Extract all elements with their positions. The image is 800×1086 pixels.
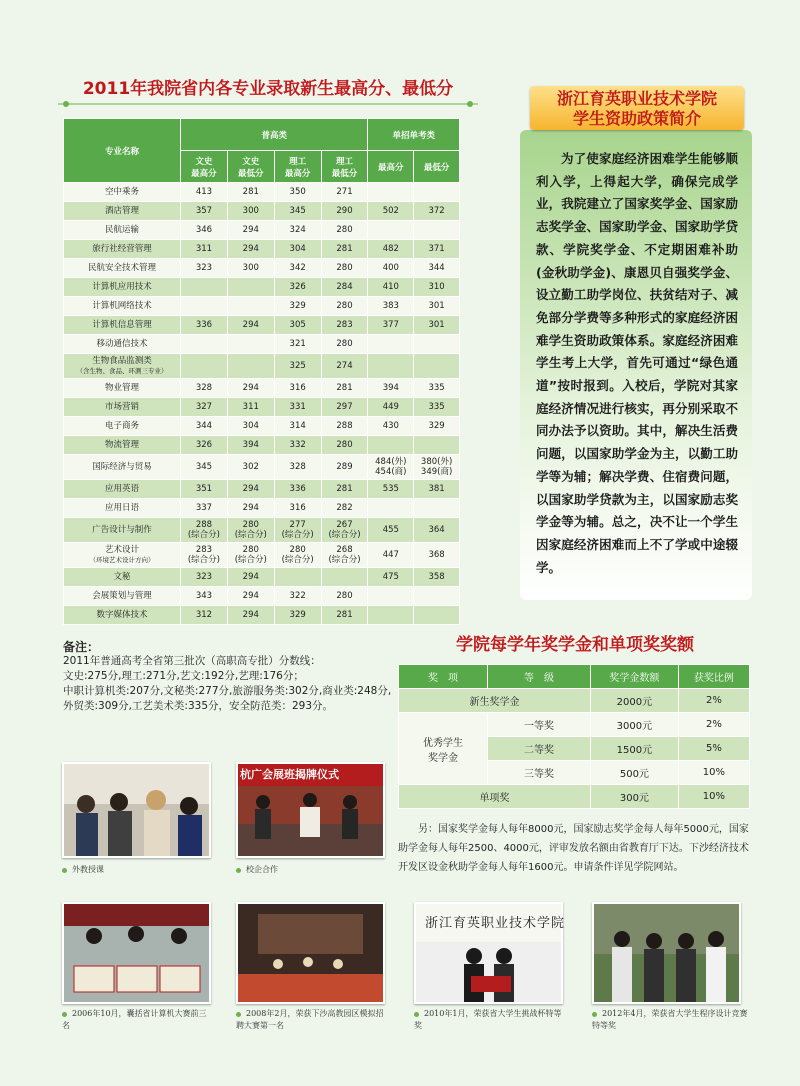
score-cell	[414, 499, 460, 518]
table-row	[64, 436, 460, 455]
major-name: 移动通信技术	[64, 335, 181, 354]
header-general: 普高类	[181, 119, 368, 151]
bullet-icon	[236, 1012, 241, 1017]
score-cell: 281	[321, 480, 368, 499]
score-cell: 325	[274, 354, 321, 379]
photo-caption: 2012年4月，荣获省大学生程序设计竞赛特等奖	[592, 1009, 748, 1030]
table-row	[64, 606, 460, 625]
sch-amount: 500元	[591, 761, 679, 785]
table-row	[64, 417, 460, 436]
score-cell: 430	[368, 417, 414, 436]
score-cell: 280 (综合分)	[227, 518, 274, 543]
photo-caption: 2008年2月，荣获下沙高教园区模拟招聘大赛第一名	[236, 1009, 384, 1030]
score-cell: 300	[227, 202, 274, 221]
score-cell	[181, 278, 228, 297]
score-cell: 482	[368, 240, 414, 259]
major-name: 计算机网络技术	[64, 297, 181, 316]
score-cell: 357	[181, 202, 228, 221]
policy-title-line2: 学生资助政策简介	[572, 109, 701, 128]
score-cell: 502	[368, 202, 414, 221]
score-cell: 281	[321, 379, 368, 398]
score-cell: 346	[181, 221, 228, 240]
score-cell: 336	[274, 480, 321, 499]
photo-banner-text: 杭广会展班揭牌仪式	[240, 768, 339, 781]
score-cell	[181, 297, 228, 316]
score-cell: 345	[274, 202, 321, 221]
score-cell: 301	[414, 297, 460, 316]
score-cell	[414, 183, 460, 202]
table-row	[64, 202, 460, 221]
score-cell: 329	[274, 297, 321, 316]
score-cell: 314	[274, 417, 321, 436]
major-name: 市场营销	[64, 398, 181, 417]
score-cell: 281	[321, 240, 368, 259]
table-row	[64, 480, 460, 499]
note-line: 中职计算机类:207分,文秘类:277分,旅游服务类:302分,商业类:248分,	[63, 685, 392, 697]
table-row	[64, 379, 460, 398]
score-cell: 335	[414, 379, 460, 398]
score-cell: 328	[181, 379, 228, 398]
score-cell: 294	[227, 240, 274, 259]
score-cell: 294	[227, 606, 274, 625]
score-cell: 455	[368, 518, 414, 543]
major-name: 民航运输	[64, 221, 181, 240]
score-cell: 311	[181, 240, 228, 259]
header-single: 单招单考类	[368, 119, 460, 151]
score-cell	[181, 335, 228, 354]
photo-banner-text: 浙江育英职业技术学院	[425, 916, 566, 931]
note-label: 备注：	[63, 640, 100, 654]
score-cell	[227, 335, 274, 354]
score-cell: 331	[274, 398, 321, 417]
header-arts-min: 文史 最低分	[227, 151, 274, 183]
table-row	[64, 240, 460, 259]
note-line: 2011年普通高考全省第三批次（高职高专批）分数线：	[63, 655, 321, 667]
sch-head-item: 奖 项	[399, 665, 488, 689]
score-cell: 350	[274, 183, 321, 202]
score-cell: 358	[414, 568, 460, 587]
score-cell: 290	[321, 202, 368, 221]
score-cell: 280	[321, 259, 368, 278]
photo-recruit-contest	[236, 902, 385, 1004]
note-line: 文史:275分,理工:271分,艺文:192分,艺理:176分；	[63, 670, 304, 682]
score-cell: 288	[321, 417, 368, 436]
score-cell: 294	[227, 379, 274, 398]
major-name: 应用日语	[64, 499, 181, 518]
score-cell: 329	[274, 606, 321, 625]
score-cell: 328	[274, 455, 321, 480]
score-cell: 289	[321, 455, 368, 480]
score-cell: 383	[368, 297, 414, 316]
sch-level: 一等奖	[488, 713, 591, 737]
score-cell: 305	[274, 316, 321, 335]
score-cell: 321	[274, 335, 321, 354]
table-row	[64, 316, 460, 335]
score-cell: 377	[368, 316, 414, 335]
major-name: 数字媒体技术	[64, 606, 181, 625]
score-cell	[368, 335, 414, 354]
major-name: 旅行社经营管理	[64, 240, 181, 259]
major-name: 物业管理	[64, 379, 181, 398]
leaf-divider	[58, 100, 478, 108]
score-cell: 344	[181, 417, 228, 436]
score-cell: 302	[227, 455, 274, 480]
sch-single-label: 单项奖	[399, 785, 591, 809]
header-sci-max: 理工 最高分	[274, 151, 321, 183]
photo-foreign-teacher	[62, 762, 211, 858]
sch-new-label: 新生奖学金	[399, 689, 591, 713]
major-name: 文秘	[64, 568, 181, 587]
score-cell: 449	[368, 398, 414, 417]
bullet-icon	[62, 1012, 67, 1017]
score-cell: 371	[414, 240, 460, 259]
score-cell: 322	[274, 587, 321, 606]
score-cell	[414, 354, 460, 379]
table-row	[64, 518, 460, 543]
score-cell	[321, 568, 368, 587]
major-name: 计算机信息管理	[64, 316, 181, 335]
score-cell: 380(外) 349(商)	[414, 455, 460, 480]
score-cell: 304	[227, 417, 274, 436]
score-cell: 336	[181, 316, 228, 335]
table-row	[64, 278, 460, 297]
major-name: 应用英语	[64, 480, 181, 499]
score-cell: 475	[368, 568, 414, 587]
table-row	[64, 335, 460, 354]
score-cell: 394	[227, 436, 274, 455]
score-cell: 345	[181, 455, 228, 480]
score-cell: 280	[321, 587, 368, 606]
score-cell: 294	[227, 499, 274, 518]
bullet-icon	[62, 868, 67, 873]
score-cell: 280	[321, 297, 368, 316]
major-name: 物流管理	[64, 436, 181, 455]
score-cell: 335	[414, 398, 460, 417]
header-single-min: 最低分	[414, 151, 460, 183]
table-row	[64, 259, 460, 278]
score-cell	[368, 436, 414, 455]
bullet-icon	[592, 1012, 597, 1017]
sch-excellent-label: 优秀学生 奖学金	[399, 713, 488, 785]
major-name: 会展策划与管理	[64, 587, 181, 606]
score-cell	[414, 587, 460, 606]
score-cell: 288 (综合分)	[181, 518, 228, 543]
score-cell: 381	[414, 480, 460, 499]
score-cell: 329	[414, 417, 460, 436]
score-cell: 282	[321, 499, 368, 518]
sch-single-ratio: 10%	[678, 785, 749, 809]
table-row	[64, 221, 460, 240]
score-cell	[368, 499, 414, 518]
score-cell: 271	[321, 183, 368, 202]
table-row	[64, 568, 460, 587]
table-row	[64, 398, 460, 417]
score-cell: 274	[321, 354, 368, 379]
major-name: 酒店管理	[64, 202, 181, 221]
table-row	[64, 183, 460, 202]
score-cell: 327	[181, 398, 228, 417]
score-cell: 343	[181, 587, 228, 606]
major-name: 民航安全技术管理	[64, 259, 181, 278]
sch-level: 三等奖	[488, 761, 591, 785]
score-cell: 311	[227, 398, 274, 417]
policy-body: 为了使家庭经济困难学生能够顺利入学，上得起大学，确保完成学业，我院建立了国家奖学金、国家励志奖学金、国家助学金、国家助学贷款、学院奖学金、不定期困难补助(金秋助学金)、康恩贝自强奖学金、设立勤工助学岗位、扶贫结对子、减免部分学费等多种形式的家庭经济困难学生资助政策体系。家庭经济困难学生考上大学，首先可通过“绿色通道”按时报到。入校后，学院对其家庭经济情况进行核实，再分别采取不同办法予以资助。其中，解决生活费问题，以国家助学金为主，以勤工助学等为辅；解决学费、住宿费问题，以国家助学贷款为主，以国家励志奖学金等为辅。总之，决不让一个学生因家庭经济困难而上不了学或中途辍学。	[536, 151, 738, 575]
score-cell	[227, 278, 274, 297]
policy-title-line1: 浙江育英职业技术学院	[556, 89, 717, 108]
score-cell: 294	[227, 480, 274, 499]
score-cell: 342	[274, 259, 321, 278]
score-cell	[368, 606, 414, 625]
sch-head-amount: 奖学金数额	[591, 665, 679, 689]
scholarship-title: 学院每学年奖学金和单项奖奖额	[456, 635, 694, 655]
table-row	[64, 354, 460, 379]
header-arts-max: 文史 最高分	[181, 151, 228, 183]
photo-computer-contest	[62, 902, 211, 1004]
header-sci-min: 理工 最低分	[321, 151, 368, 183]
score-cell: 351	[181, 480, 228, 499]
score-cell: 337	[181, 499, 228, 518]
major-name: 电子商务	[64, 417, 181, 436]
score-cell: 332	[274, 436, 321, 455]
score-cell: 268 (综合分)	[321, 543, 368, 568]
score-cell: 447	[368, 543, 414, 568]
score-cell: 326	[274, 278, 321, 297]
major-name: 计算机应用技术	[64, 278, 181, 297]
sch-ratio: 10%	[678, 761, 749, 785]
sch-new-ratio: 2%	[678, 689, 749, 713]
score-cell: 280 (综合分)	[274, 543, 321, 568]
sch-amount: 3000元	[591, 713, 679, 737]
score-cell: 316	[274, 499, 321, 518]
score-cell: 294	[227, 316, 274, 335]
major-name: 生物食品监测类 （含生物、食品、环测三专业）	[64, 354, 181, 379]
policy-box	[520, 130, 752, 600]
score-cell: 280	[321, 221, 368, 240]
score-cell: 297	[321, 398, 368, 417]
score-cell: 484(外) 454(商)	[368, 455, 414, 480]
score-cell: 394	[368, 379, 414, 398]
photo-programming-contest	[592, 902, 741, 1004]
score-cell: 312	[181, 606, 228, 625]
score-cell: 280	[321, 436, 368, 455]
major-name: 广告设计与制作	[64, 518, 181, 543]
score-cell	[181, 354, 228, 379]
note-line: 外贸类:309分,工艺美术类:335分，安全防范类：293分。	[63, 700, 334, 712]
policy-title	[530, 86, 744, 130]
score-table	[63, 118, 460, 625]
table-row	[64, 543, 460, 568]
score-cell: 410	[368, 278, 414, 297]
score-cell: 281	[227, 183, 274, 202]
score-cell: 283 (综合分)	[181, 543, 228, 568]
score-cell	[368, 354, 414, 379]
score-cell: 280	[321, 335, 368, 354]
score-cell: 344	[414, 259, 460, 278]
table-row	[64, 499, 460, 518]
score-cell: 281	[321, 606, 368, 625]
score-cell: 413	[181, 183, 228, 202]
score-cell	[227, 297, 274, 316]
score-cell: 326	[181, 436, 228, 455]
table-row	[64, 455, 460, 480]
score-cell	[368, 221, 414, 240]
note-text	[63, 654, 423, 714]
score-cell	[414, 606, 460, 625]
score-cell	[368, 183, 414, 202]
score-cell	[414, 221, 460, 240]
bullet-icon	[236, 868, 241, 873]
score-cell: 284	[321, 278, 368, 297]
sch-single-amount: 300元	[591, 785, 679, 809]
major-name: 国际经济与贸易	[64, 455, 181, 480]
score-cell: 323	[181, 259, 228, 278]
score-cell: 364	[414, 518, 460, 543]
sch-head-level: 等 级	[488, 665, 591, 689]
bullet-icon	[414, 1012, 419, 1017]
scholarship-table	[398, 664, 750, 809]
photo-caption: 校企合作	[236, 864, 278, 876]
score-cell	[414, 335, 460, 354]
score-cell: 294	[227, 221, 274, 240]
score-cell: 301	[414, 316, 460, 335]
score-cell: 323	[181, 568, 228, 587]
sch-new-amount: 2000元	[591, 689, 679, 713]
score-cell: 324	[274, 221, 321, 240]
scholarship-note: 另：国家奖学金每人每年8000元，国家励志奖学金每人每年5000元，国家助学金每人每年2500、4000元，评审发放名额由省教育厅下达。下沙经济技术开发区设金秋助学金每人每年1600元。申请条件详见学院网站。	[398, 824, 749, 873]
score-cell: 300	[227, 259, 274, 278]
sch-ratio: 2%	[678, 713, 749, 737]
score-cell: 277 (综合分)	[274, 518, 321, 543]
score-cell: 294	[227, 587, 274, 606]
score-cell: 294	[227, 568, 274, 587]
major-name: 艺术设计 （环境艺术设计方向）	[64, 543, 181, 568]
photo-caption: 2010年1月，荣获省大学生挑战杯特等奖	[414, 1009, 562, 1030]
score-cell	[274, 568, 321, 587]
table-row	[64, 587, 460, 606]
photo-caption: 2006年10月，囊括省计算机大赛前三名	[62, 1009, 207, 1030]
score-cell	[414, 436, 460, 455]
score-cell: 283	[321, 316, 368, 335]
sch-head-ratio: 获奖比例	[678, 665, 749, 689]
photo-caption: 外教授课	[62, 864, 104, 876]
sch-ratio: 5%	[678, 737, 749, 761]
scores-table-title: 2011年我院省内各专业录取新生最高分、最低分	[82, 79, 454, 99]
score-cell: 400	[368, 259, 414, 278]
sch-amount: 1500元	[591, 737, 679, 761]
score-cell: 304	[274, 240, 321, 259]
header-single-max: 最高分	[368, 151, 414, 183]
score-cell	[368, 587, 414, 606]
header-major: 专业名称	[64, 119, 181, 183]
score-cell: 316	[274, 379, 321, 398]
score-table-body	[64, 183, 460, 625]
score-cell: 267 (综合分)	[321, 518, 368, 543]
score-cell: 280 (综合分)	[227, 543, 274, 568]
sch-level: 二等奖	[488, 737, 591, 761]
table-row	[64, 297, 460, 316]
score-cell: 535	[368, 480, 414, 499]
score-cell: 310	[414, 278, 460, 297]
score-cell	[227, 354, 274, 379]
score-cell: 372	[414, 202, 460, 221]
major-name: 空中乘务	[64, 183, 181, 202]
score-cell: 368	[414, 543, 460, 568]
